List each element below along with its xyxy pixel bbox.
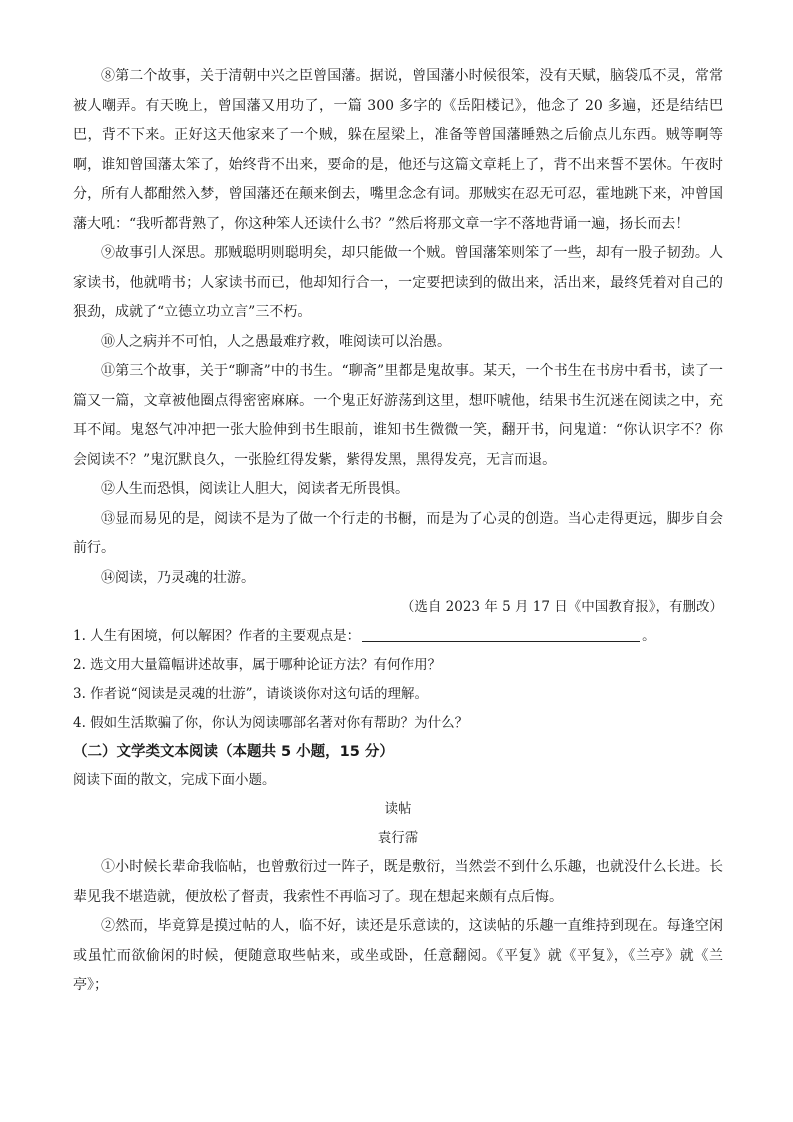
section-instruction: 阅读下面的散文，完成下面小题。 [73, 772, 276, 788]
article-paragraph-9: ⑨故事引人深思。那贼聪明则聪明矣，却只能做一个贼。曾国藩笨则笨了一些，却有一股子韧劲。人家读书，他就啃书；人家读书而已，他却知行合一，一定要把读到的做出来，活出来，最终凭着对自己的狠劲，成就了“立德立功立言”三不朽。 [73, 245, 723, 320]
article-paragraph-10: ⑩人之病并不可怕，人之愚最难疗救，唯阅读可以治愚。 [101, 333, 451, 350]
essay-paragraph-1: ①小时候长辈命我临帖，也曾敷衍过一阵子，既是敷衍，当然尝不到什么乐趣，也就没什么长进。长辈见我不堪造就，便放松了督责，我索性不再临习了。现在想起来颇有点后悔。 [73, 859, 723, 905]
answer-blank[interactable] [362, 627, 640, 642]
document-page [73, 62, 723, 1001]
essay-author: 袁行霈 [377, 830, 419, 846]
question-2: 2. 选文用大量篇幅讲述故事，属于哪种论证方法？有何作用？ [73, 657, 442, 673]
question-1-end: 。 [642, 628, 656, 644]
question-1 [73, 622, 723, 651]
article-paragraph-14: ⑭阅读，乃灵魂的壮游。 [101, 569, 255, 586]
section-heading: （二）文学类文本阅读（本题共 5 小题，15 分） [73, 744, 394, 760]
article-paragraph-13: ⑬显而易见的是，阅读不是为了做一个行走的书橱，而是为了心灵的创造。当心走得更远，脚步自会前行。 [73, 510, 723, 556]
essay-paragraph-2: ②然而，毕竟算是摸过帖的人，临不好，读还是乐意读的，这读帖的乐趣一直维持到现在。每逢空闲或虽忙而欲偷闲的时候，便随意取些帖来，或坐或卧，任意翻阅。《平复》就《平复》，《兰亭》就《兰亭》； [73, 918, 723, 993]
article-paragraph-8: ⑧第二个故事，关于清朝中兴之臣曾国藩。据说，曾国藩小时候很笨，没有天赋，脑袋瓜不灵，常常被人嘲弄。有天晚上，曾国藩又用功了，一篇 300 多字的《岳阳楼记》，他念了 20 多遍，还是结结巴巴，背不下来。正好这天他家来了一个贼，躲在屋梁上，准备等曾国藩睡熟之后偷点儿东西。贼等啊等啊，谁知曾国藩太笨了，始终背不出来，要命的是，他还与这篇文章耗上了，背不出来誓不罢休。午夜时分，所有人都酣然入梦，曾国藩还在颠来倒去，嘴里念念有词。那贼实在忍无可忍，霍地跳下来，冲曾国藩大吼：“我听都背熟了，你这种笨人还读什么书？”然后将那文章一字不落地背诵一遍，扬长而去！ [73, 68, 723, 232]
question-3: 3. 作者说“阅读是灵魂的壮游”，请谈谈你对这句话的理解。 [73, 686, 428, 702]
question-1-text: 1. 人生有困境，何以解困？作者的主要观点是： [73, 628, 361, 644]
article-source: （选自 2023 年 5 月 17 日《中国教育报》，有删改） [400, 599, 723, 615]
essay-title: 读帖 [384, 801, 412, 817]
question-4: 4. 假如生活欺骗了你，你认为阅读哪部名著对你有帮助？为什么？ [73, 715, 469, 731]
article-paragraph-12: ⑫人生而恐惧，阅读让人胆大，阅读者无所畏惧。 [101, 481, 409, 497]
article-paragraph-11: ⑪第三个故事，关于“聊斋”中的书生。“聊斋”里都是鬼故事。某天，一个书生在书房中看书，读了一篇又一篇，文章被他圈点得密密麻麻。一个鬼正好游荡到这里，想吓唬他，结果书生沉迷在阅读之中，充耳不闻。鬼怒气冲冲把一张大脸伸到书生眼前，谁知书生微微一笑，翻开书，问鬼道：“你认识字不？你会阅读不？”鬼沉默良久，一张脸红得发紫，紫得发黑，黑得发亮，无言而退。 [73, 363, 723, 468]
